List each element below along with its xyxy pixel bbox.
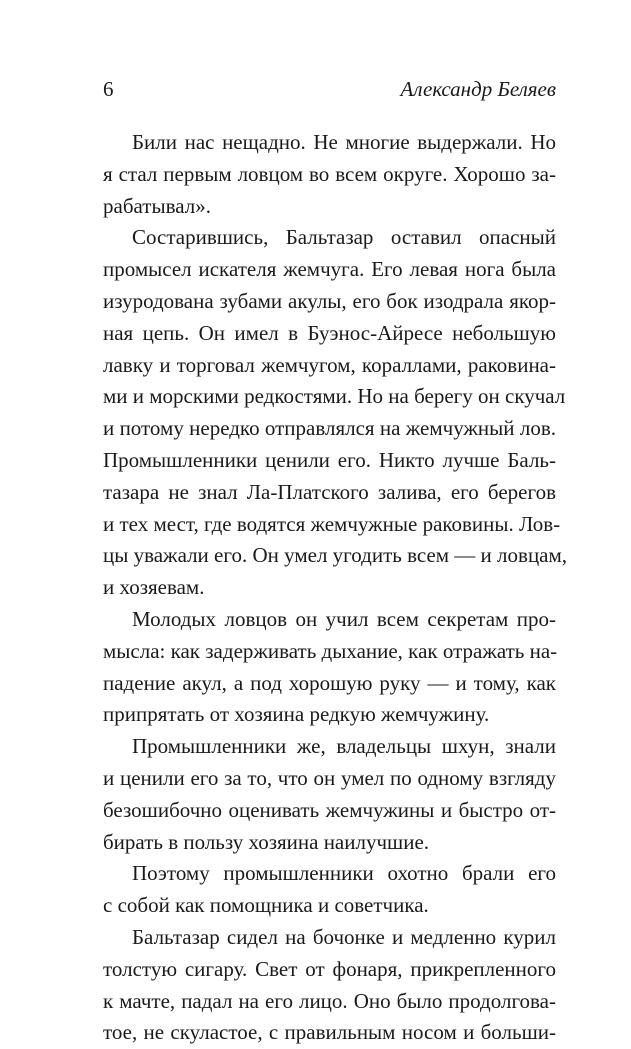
text-line: падение акул, а под хорошую руку — и тому, как bbox=[103, 670, 556, 695]
text-line: ми и морскими редкостями. Но на берегу он скучал bbox=[103, 384, 566, 409]
text-line: промысел искателя жемчуга. Его левая нога была bbox=[103, 257, 556, 282]
paragraph bbox=[103, 127, 556, 222]
text-line: Промышленники же, владельцы шхун, знали bbox=[132, 734, 556, 759]
paragraph bbox=[103, 731, 556, 858]
body-text bbox=[103, 127, 568, 1049]
text-line: и ценили его за то, что он умел по одному взгляду bbox=[103, 765, 556, 790]
text-line: ная цепь. Он имел в Буэнос-Айресе небольшую bbox=[103, 320, 556, 345]
text-line: Били нас нещадно. Не многие выдержали. Но bbox=[132, 130, 556, 154]
text-line: Состарившись, Бальтазар оставил опасный bbox=[132, 225, 556, 250]
text-line: лавку и торговал жемчугом, кораллами, раковина- bbox=[103, 352, 556, 377]
text-line: рабатывал». bbox=[103, 193, 211, 218]
page-header bbox=[103, 77, 556, 103]
text-line: изуродована зубами акулы, его бок изодрала якор- bbox=[103, 288, 556, 313]
text-line: Молодых ловцов он учил всем секретам про- bbox=[132, 606, 556, 631]
paragraph bbox=[103, 222, 568, 604]
text-line: и тех мест, где водятся жемчужные раковины. Лов- bbox=[103, 511, 561, 536]
text-line: толстую сигару. Свет от фонаря, прикрепленного bbox=[103, 956, 556, 981]
text-line: тое, не скуластое, с правильным носом и больши- bbox=[103, 1020, 556, 1045]
text-line: и хозяевам. bbox=[103, 575, 205, 600]
text-line: и потому нередко отправлялся на жемчужный лов. bbox=[103, 416, 556, 441]
text-line: припрятать от хозяина редкую жемчужину. bbox=[103, 702, 490, 727]
text-line: безошибочно оценивать жемчужины и быстро от- bbox=[103, 797, 556, 822]
text-line: с собой как помощника и советчика. bbox=[103, 893, 429, 918]
text-line: я стал первым ловцом во всем округе. Хорошо за- bbox=[103, 161, 556, 186]
running-title-author: Александр Беляев bbox=[400, 77, 556, 101]
text-line: мысла: как задерживать дыхание, как отражать на- bbox=[103, 638, 558, 663]
text-line: бирать в пользу хозяина наилучшие. bbox=[103, 829, 430, 854]
page-number: 6 bbox=[103, 77, 114, 101]
paragraph bbox=[103, 858, 556, 922]
paragraph bbox=[103, 604, 556, 731]
paragraph bbox=[103, 922, 556, 1049]
text-line: цы уважали его. Он умел угодить всем — и ловцам, bbox=[103, 543, 568, 568]
text-line: Поэтому промышленники охотно брали его bbox=[132, 861, 556, 886]
text-line: тазара не знал Ла-Платского залива, его берегов bbox=[103, 479, 556, 504]
text-line: Промышленники ценили его. Никто лучше Баль- bbox=[103, 447, 556, 472]
text-line: Бальтазар сидел на бочонке и медленно курил bbox=[132, 924, 556, 949]
text-line: к мачте, падал на его лицо. Оно было продолгова- bbox=[103, 988, 556, 1013]
